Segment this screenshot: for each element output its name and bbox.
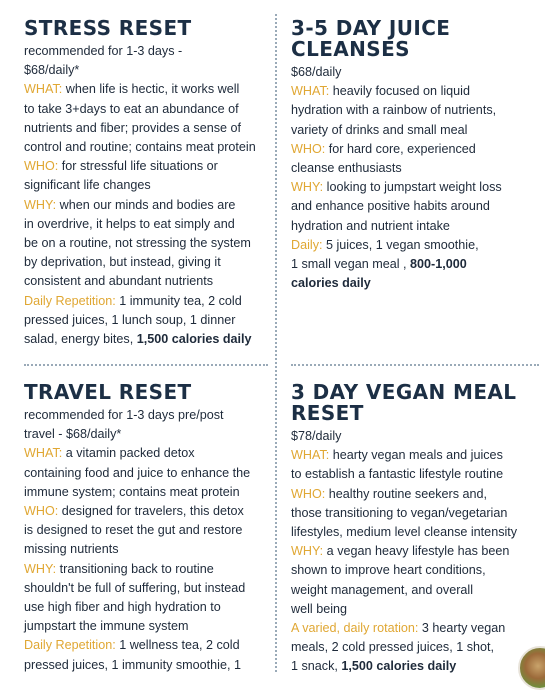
card-text-line: [291, 274, 539, 293]
card-text-line: [24, 234, 272, 253]
field-label: WHAT:: [24, 82, 63, 97]
card-text-line: [24, 272, 272, 291]
card-body: [24, 42, 272, 349]
body-text: recommended for 1-3 days pre/post: [24, 408, 224, 422]
card-title: [24, 382, 272, 403]
card-text-line: [291, 255, 539, 274]
body-text: immune system; contains meat protein: [24, 484, 240, 499]
field-label: WHO:: [291, 141, 326, 156]
body-text: for hard core, experienced: [325, 141, 476, 156]
body-text: a vegan heavy lifestyle has been: [323, 544, 510, 559]
body-text: hydration and nutrient intake: [291, 218, 450, 233]
horizontal-dotted-divider-right: [291, 364, 539, 366]
body-text: lifestyles, medium level cleanse intensity: [291, 525, 518, 540]
body-text: $78/daily: [291, 429, 342, 443]
field-label: Daily Repetition:: [24, 293, 116, 308]
card-text-line: [291, 485, 539, 504]
card-stress-reset: [24, 18, 272, 349]
body-text: containing food and juice to enhance the: [24, 465, 251, 480]
emphasis-text: 1,500 calories daily: [341, 659, 457, 674]
body-text: pressed juices, 1 lunch soup, 1 dinner: [24, 312, 236, 327]
card-text-line: [24, 483, 272, 502]
card-juice-cleanses: [291, 18, 539, 293]
card-vegan-meal-reset: [291, 382, 539, 677]
card-text-line: [24, 502, 272, 521]
card-body: [24, 406, 272, 675]
card-text-line: [24, 464, 272, 483]
card-title: [24, 18, 272, 39]
card-text-line: [24, 425, 272, 444]
body-text: 1 snack,: [291, 659, 342, 674]
card-text-line: [24, 598, 272, 617]
card-text-line: [291, 217, 539, 236]
body-text: looking to jumpstart weight loss: [323, 180, 502, 195]
body-text: travel - $68/daily*: [24, 427, 122, 442]
card-title-line: RESET: [291, 401, 364, 425]
body-text: transitioning back to routine: [56, 561, 214, 576]
vertical-dotted-divider: [275, 14, 277, 672]
body-text: cleanse enthusiasts: [291, 161, 402, 176]
body-text: be on a routine, not stressing the system: [24, 236, 251, 251]
body-text: to take 3+days to eat an abundance of: [24, 101, 239, 116]
body-text: weight management, and overall: [291, 582, 474, 597]
body-text: 3 hearty vegan: [418, 621, 506, 636]
card-text-line: [24, 579, 272, 598]
card-text-line: [24, 119, 272, 138]
card-text-line: [24, 656, 272, 675]
body-text: shouldn't be full of suffering, but instead: [24, 580, 246, 595]
card-text-line: [24, 61, 272, 80]
card-title-line: 3 DAY VEGAN MEAL: [291, 380, 517, 404]
field-label: Daily:: [291, 237, 323, 252]
body-text: in overdrive, it helps to eat simply and: [24, 216, 235, 231]
field-label: WHO:: [24, 504, 59, 519]
body-text: and enhance positive habits around: [291, 199, 490, 214]
field-label: WHAT:: [291, 448, 330, 463]
body-text: salad, energy bites,: [24, 332, 137, 347]
card-text-line: [24, 157, 272, 176]
card-text-line: [291, 600, 539, 619]
card-text-line: [24, 100, 272, 119]
card-text-line: [291, 542, 539, 561]
body-text: $68/daily: [291, 65, 342, 79]
card-title-line: 3-5 DAY JUICE: [291, 16, 451, 40]
card-text-line: [291, 101, 539, 120]
body-text: consistent and abundant nutrients: [24, 274, 214, 289]
body-text: significant life changes: [24, 178, 151, 193]
field-label: WHAT:: [24, 446, 63, 461]
card-title-line: TRAVEL RESET: [24, 380, 192, 404]
body-text: 1 wellness tea, 2 cold: [115, 638, 240, 653]
body-text: to establish a fantastic lifestyle routine: [291, 467, 504, 482]
body-text: 1 small vegan meal ,: [291, 257, 410, 272]
emphasis-text: 1,500 calories daily: [136, 332, 252, 347]
card-title-line: STRESS RESET: [24, 16, 192, 40]
card-text-line: [291, 82, 539, 101]
body-text: 1 immunity tea, 2 cold: [115, 293, 242, 308]
card-text-line: [24, 196, 272, 215]
card-text-line: [24, 311, 272, 330]
card-text-line: [24, 330, 272, 349]
field-label: WHY:: [24, 561, 57, 576]
body-text: hydration with a rainbow of nutrients,: [291, 103, 497, 118]
body-text: variety of drinks and small meal: [291, 122, 468, 137]
card-text-line: [291, 561, 539, 580]
card-text-line: [24, 617, 272, 636]
body-text: control and routine; contains meat protein: [24, 140, 256, 155]
field-label: WHY:: [291, 180, 324, 195]
emphasis-text: calories daily: [291, 276, 371, 291]
card-text-line: [291, 581, 539, 600]
body-text: a vitamin packed detox: [62, 446, 195, 461]
card-text-line: [24, 253, 272, 272]
card-text-line: [291, 197, 539, 216]
card-title-line: CLEANSES: [291, 37, 410, 61]
field-label: WHY:: [291, 544, 324, 559]
body-text: well being: [291, 601, 348, 616]
card-text-line: [24, 215, 272, 234]
field-label: A varied, daily rotation:: [291, 621, 419, 636]
card-text-line: [24, 560, 272, 579]
body-text: use high fiber and high hydration to: [24, 600, 221, 615]
body-text: jumpstart the immune system: [24, 619, 189, 634]
body-text: by deprivation, but instead, giving it: [24, 255, 221, 270]
body-text: heavily focused on liquid: [329, 84, 470, 99]
field-label: WHO:: [24, 159, 59, 174]
card-text-line: [24, 80, 272, 99]
card-text-line: [291, 619, 539, 638]
card-text-line: [291, 638, 539, 657]
emphasis-text: 800-1,000: [410, 257, 467, 272]
body-text: 5 juices, 1 vegan smoothie,: [322, 237, 479, 252]
horizontal-dotted-divider-left: [24, 364, 268, 366]
card-text-line: [291, 465, 539, 484]
body-text: is designed to reset the gut and restore: [24, 523, 243, 538]
field-label: WHY:: [24, 197, 57, 212]
body-text: those transitioning to vegan/vegetarian: [291, 505, 508, 520]
body-text: designed for travelers, this detox: [58, 504, 244, 519]
body-text: hearty vegan meals and juices: [329, 448, 503, 463]
card-text-line: [24, 636, 272, 655]
card-text-line: [291, 523, 539, 542]
body-text: $68/daily*: [24, 63, 80, 78]
body-text: meals, 2 cold pressed juices, 1 shot,: [291, 640, 495, 655]
card-text-line: [291, 657, 539, 676]
field-label: WHO:: [291, 486, 326, 501]
card-text-line: [24, 540, 272, 559]
card-text-line: [291, 159, 539, 178]
body-text: pressed juices, 1 immunity smoothie, 1: [24, 657, 241, 672]
card-text-line: [24, 406, 272, 425]
card-text-line: [291, 178, 539, 197]
body-text: healthy routine seekers and,: [325, 486, 488, 501]
body-text: when our minds and bodies are: [56, 197, 236, 212]
field-label: WHAT:: [291, 84, 330, 99]
card-title: [291, 382, 539, 424]
body-text: recommended for 1-3 days -: [24, 44, 183, 58]
card-text-line: [291, 427, 539, 446]
body-text: shown to improve heart conditions,: [291, 563, 486, 578]
card-text-line: [291, 121, 539, 140]
card-body: [291, 63, 539, 293]
card-text-line: [24, 292, 272, 311]
card-text-line: [291, 140, 539, 159]
card-text-line: [24, 176, 272, 195]
card-text-line: [24, 42, 272, 61]
card-text-line: [24, 138, 272, 157]
card-text-line: [24, 444, 272, 463]
body-text: when life is hectic, it works well: [62, 82, 240, 97]
card-title: [291, 18, 539, 60]
card-text-line: [291, 236, 539, 255]
body-text: nutrients and fiber; provides a sense of: [24, 120, 242, 135]
card-body: [291, 427, 539, 677]
field-label: Daily Repetition:: [24, 638, 116, 653]
card-text-line: [291, 446, 539, 465]
card-text-line: [291, 504, 539, 523]
card-text-line: [291, 63, 539, 82]
card-text-line: [24, 521, 272, 540]
card-travel-reset: [24, 382, 272, 675]
body-text: missing nutrients: [24, 542, 119, 557]
body-text: for stressful life situations or: [58, 159, 218, 174]
